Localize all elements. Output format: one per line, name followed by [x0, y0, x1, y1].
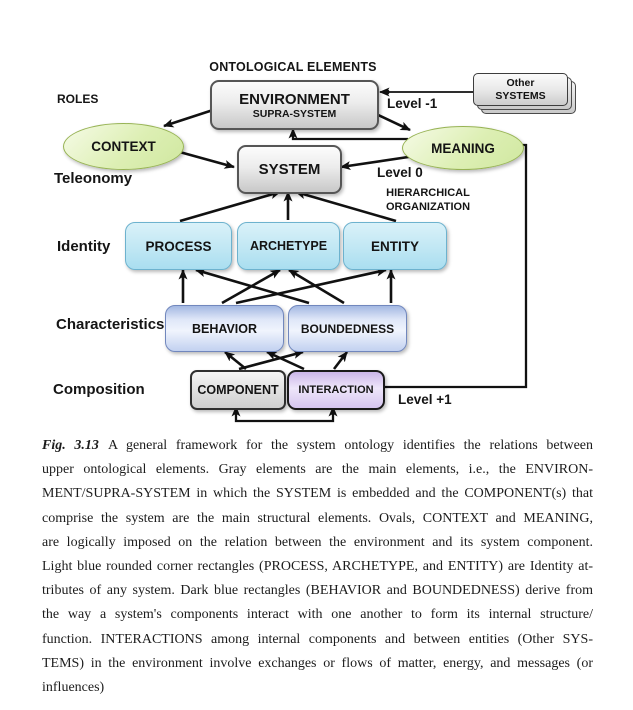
level-0-label: Level 0: [377, 165, 423, 180]
caption-line: are logically imposed on the relation between the environment and its system component.: [42, 534, 593, 550]
node-interaction: INTERACTION: [287, 370, 385, 410]
node-other-systems: [473, 73, 576, 114]
node-environment: [210, 80, 379, 130]
caption-line-text: A general framework for the system ontology identifies the relations between: [107, 438, 594, 453]
caption-line: comprise the system are the main structural elements. Ovals, CONTEXT and MEANING,: [42, 510, 593, 526]
row-label-teleonomy: Teleonomy: [54, 170, 133, 187]
arrow-interaction-to-boundedness: [334, 352, 347, 369]
node-context: CONTEXT: [63, 123, 184, 170]
node-meaning: MEANING: [402, 126, 524, 170]
figure-caption: [42, 434, 593, 700]
row-label-characteristics: Characteristics: [56, 316, 165, 333]
caption-line: function. INTERACTIONS among internal components and between entities (Other SYS-: [42, 631, 593, 647]
caption-line: the way a system's components interact with one another to form its internal structure/: [42, 607, 593, 623]
level-plus1-label: Level +1: [398, 392, 452, 407]
arrow-component-to-behavior: [225, 352, 246, 369]
diagram-title: ONTOLOGICAL ELEMENTS: [209, 60, 377, 74]
arrow-meaning-to-environment: [293, 129, 408, 139]
caption-line: upper ontological elements. Gray elements are the main elements, i.e., the ENVIRON-: [42, 462, 593, 478]
caption-line: tributes of any system. Dark blue rectangles (BEHAVIOR and BOUNDEDNESS) derive from: [42, 583, 593, 599]
node-boundedness: BOUNDEDNESS: [288, 305, 407, 352]
arrow-context-to-system: [176, 151, 234, 167]
caption-line: TEMS) in the environment involve exchanges or flows of matter, energy, and messages (or: [42, 655, 593, 671]
arrow-process-to-system: [180, 192, 280, 221]
node-behavior: BEHAVIOR: [165, 305, 284, 352]
supra-system-label: SUPRA-SYSTEM: [252, 107, 337, 120]
node-archetype: ARCHETYPE: [237, 222, 340, 270]
arrow-boundedness-to-archetype: [289, 270, 344, 303]
row-label-composition: Composition: [53, 381, 145, 398]
caption-line: MENT/SUPRA-SYSTEM in which the SYSTEM is embedded and the COMPONENT(s) that: [42, 486, 593, 502]
other-systems-label-line1: Other: [506, 77, 535, 89]
node-entity: ENTITY: [343, 222, 447, 270]
othersystems-link-dot: [384, 89, 389, 94]
other-systems-label-line2: SYSTEMS: [495, 89, 546, 102]
caption-line: [42, 434, 593, 458]
node-component: COMPONENT: [190, 370, 286, 410]
arrow-environment-to-context: [164, 110, 213, 126]
level-minus1-label: Level -1: [387, 96, 438, 111]
row-label-roles: ROLES: [57, 92, 99, 106]
node-system: SYSTEM: [237, 145, 342, 194]
arrow-environment-to-meaning: [374, 113, 410, 130]
node-process: PROCESS: [125, 222, 232, 270]
hierarchical-organization-label: HIERARCHICAL ORGANIZATION: [385, 187, 471, 213]
caption-line: influences): [42, 679, 105, 695]
environment-label: ENVIRONMENT: [239, 90, 350, 108]
arrow-behavior-to-entity: [236, 270, 386, 303]
row-label-identity: Identity: [57, 238, 111, 255]
other-systems-front: [473, 73, 568, 106]
caption-line: Light blue rounded corner rectangles (PROCESS, ARCHETYPE, and ENTITY) are Identity at-: [42, 558, 593, 574]
figure-number: Fig. 3.13: [42, 438, 99, 453]
